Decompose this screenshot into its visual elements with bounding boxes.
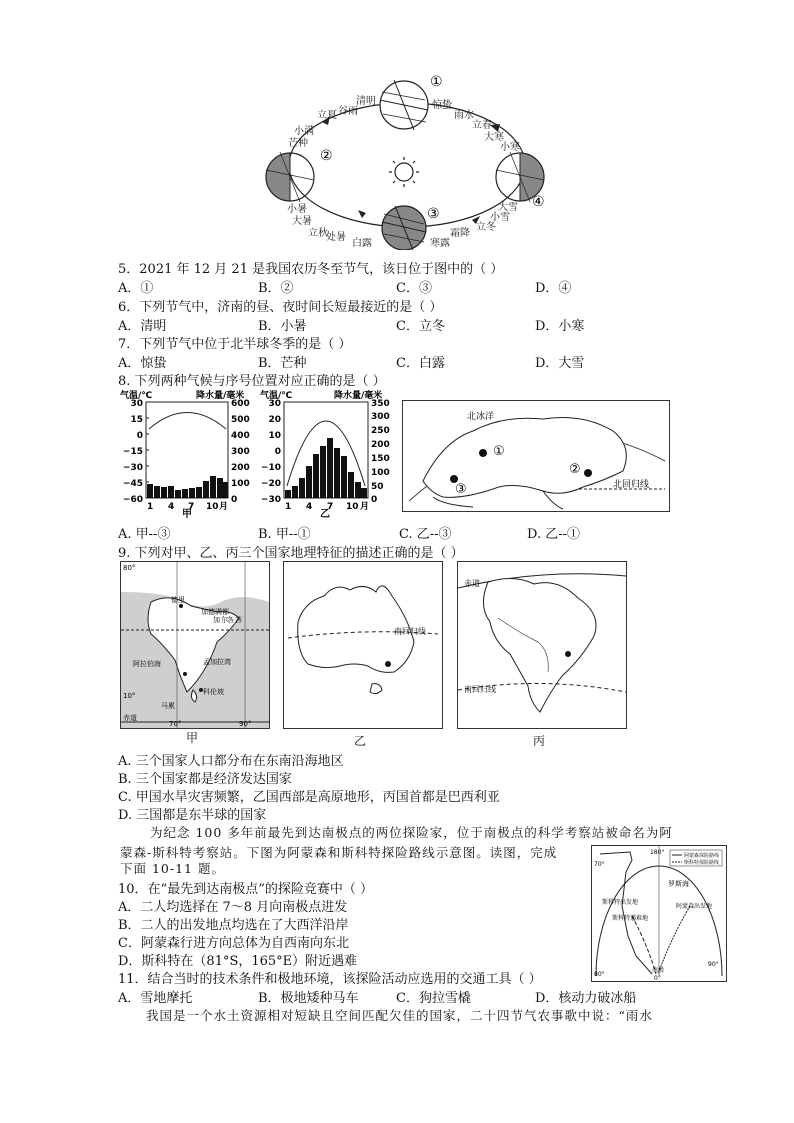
- q11-option-c[interactable]: C．狗拉雪橇: [396, 991, 471, 1006]
- q6-option-c[interactable]: C．立冬: [396, 319, 445, 334]
- svg-text:180°: 180°: [650, 849, 665, 856]
- svg-text:降水量/毫米: 降水量/毫米: [334, 391, 383, 401]
- svg-text:谷雨: 谷雨: [338, 106, 358, 117]
- q10-option-c[interactable]: C．阿蒙森行进方向总体为自西南向东北: [118, 936, 349, 951]
- svg-text:③: ③: [427, 206, 440, 222]
- svg-text:90°: 90°: [239, 720, 252, 728]
- intro-paragraph-line-2: 蒙森-斯科特考察站。下图为阿蒙森和斯科特探险路线示意图。读图，完成: [120, 845, 558, 860]
- svg-text:霜降: 霜降: [450, 228, 470, 239]
- svg-text:0: 0: [371, 495, 378, 505]
- svg-text:马累: 马累: [161, 702, 175, 710]
- antarctic-route-map: [591, 845, 727, 982]
- svg-text:−20: −20: [260, 479, 281, 489]
- svg-text:加: 加: [213, 616, 220, 624]
- svg-text:①: ①: [493, 444, 505, 459]
- svg-text:南回归线: 南回归线: [464, 685, 496, 694]
- q5-option-d[interactable]: D．④: [535, 281, 572, 296]
- svg-text:1: 1: [147, 502, 154, 512]
- earth-position-3: [382, 206, 426, 250]
- svg-text:气温/℃: 气温/℃: [260, 391, 293, 401]
- svg-text:科伦坡: 科伦坡: [203, 688, 224, 696]
- q9-option-d[interactable]: D. 三国都是东半球的国家: [118, 808, 267, 823]
- svg-text:赤道: 赤道: [123, 714, 137, 722]
- q8-option-d[interactable]: D. 乙--①: [527, 527, 581, 542]
- svg-text:小寒: 小寒: [500, 142, 520, 153]
- svg-text:90°: 90°: [708, 961, 719, 968]
- svg-text:50: 50: [371, 482, 384, 492]
- svg-text:德里: 德里: [171, 596, 185, 604]
- map-jia-india: [120, 561, 270, 729]
- earth-position-2: [266, 152, 314, 202]
- svg-text:大暑: 大暑: [292, 216, 312, 227]
- svg-text:30: 30: [130, 399, 143, 409]
- svg-text:清明: 清明: [356, 96, 376, 107]
- climate-chart-yi: [258, 386, 398, 518]
- svg-text:雨水: 雨水: [454, 110, 474, 121]
- svg-text:阿蒙森出发地: 阿蒙森出发地: [676, 903, 713, 910]
- svg-text:400: 400: [231, 431, 250, 441]
- question-10-stem: 10．在“最先到达南极点”的探险竞赛中（ ）: [118, 882, 373, 897]
- intro-paragraph-line-3: 下面 10-11 题。: [120, 861, 225, 876]
- svg-text:甲: 甲: [182, 509, 192, 518]
- svg-text:阿拉伯海: 阿拉伯海: [133, 660, 161, 668]
- q6-option-b[interactable]: B．小暑: [258, 319, 307, 334]
- svg-text:南回归线: 南回归线: [394, 627, 426, 636]
- q7-option-d[interactable]: D．大雪: [535, 356, 585, 371]
- intro-paragraph-2: 我国是一个水土资源相对短缺且空间匹配欠佳的国家，二十四节气农事歌中说：“雨水: [146, 1008, 653, 1023]
- svg-text:20: 20: [268, 415, 281, 425]
- q9-option-b[interactable]: B. 三个国家都是经济发达国家: [118, 772, 292, 787]
- question-5-stem: 5．2021 年 12 月 21 是我国农历冬至节气，该日位于图中的（ ）: [118, 262, 504, 277]
- map-caption-bing: 丙: [533, 734, 546, 748]
- svg-text:赤道: 赤道: [464, 579, 480, 588]
- svg-text:加德满都: 加德满都: [201, 608, 229, 616]
- svg-text:4: 4: [306, 502, 313, 512]
- q7-option-b[interactable]: B．芒种: [258, 356, 307, 371]
- svg-text:孟加拉湾: 孟加拉湾: [203, 658, 231, 666]
- svg-text:−30: −30: [122, 463, 143, 473]
- svg-text:500: 500: [231, 415, 250, 425]
- svg-text:150: 150: [371, 454, 390, 464]
- svg-text:芒种: 芒种: [288, 138, 308, 149]
- q10-option-b[interactable]: B．二人的出发地点均选在了大西洋沿岸: [118, 918, 349, 933]
- q10-option-d[interactable]: D．斯科特在（81°S，165°E）附近遇难: [118, 954, 358, 969]
- svg-text:尔: 尔: [221, 616, 228, 624]
- svg-text:小满: 小满: [294, 126, 314, 137]
- map-yi-australia: [283, 561, 443, 729]
- svg-text:100: 100: [231, 479, 250, 489]
- svg-text:200: 200: [231, 463, 250, 473]
- svg-text:③: ③: [455, 482, 467, 497]
- earth-position-1: [380, 80, 428, 130]
- q6-option-d[interactable]: D．小寒: [535, 319, 585, 334]
- svg-text:答: 答: [235, 616, 242, 624]
- svg-text:−10: −10: [260, 463, 281, 473]
- svg-text:200: 200: [371, 440, 390, 450]
- q8-option-a[interactable]: A. 甲--③: [118, 527, 171, 542]
- svg-text:大雪: 大雪: [498, 202, 518, 213]
- sun-icon: [389, 157, 419, 187]
- svg-text:1: 1: [285, 502, 292, 512]
- svg-text:4: 4: [168, 502, 175, 512]
- q7-option-a[interactable]: A．惊蛰: [118, 356, 167, 371]
- question-8-stem: 8. 下列两种气候与序号位置对应正确的是（ ）: [118, 374, 386, 389]
- svg-text:北冰洋: 北冰洋: [467, 412, 495, 422]
- q11-option-d[interactable]: D．核动力破冰船: [535, 991, 637, 1006]
- svg-text:南极: 南极: [652, 967, 665, 974]
- svg-text:处暑: 处暑: [326, 232, 346, 243]
- q9-option-a[interactable]: A. 三个国家人口都分布在东南沿海地区: [118, 754, 344, 769]
- svg-text:600: 600: [231, 399, 250, 409]
- svg-text:月: 月: [360, 502, 370, 512]
- map-caption-jia: 甲: [186, 731, 199, 745]
- map-bing-brazil: [457, 561, 627, 729]
- svg-text:④: ④: [532, 194, 545, 210]
- svg-text:气温/℃: 气温/℃: [120, 391, 153, 401]
- question-7-stem: 7．下列节气中位于北半球冬季的是（ ）: [118, 337, 352, 352]
- q8-option-b[interactable]: B. 甲--①: [258, 527, 311, 542]
- svg-text:−60: −60: [122, 495, 143, 505]
- svg-text:寒露: 寒露: [430, 238, 450, 249]
- svg-text:70°: 70°: [594, 861, 605, 868]
- q5-option-c[interactable]: C．③: [396, 281, 432, 296]
- q11-option-a[interactable]: A．雪地摩托: [118, 991, 193, 1006]
- q5-option-b[interactable]: B．②: [258, 281, 294, 296]
- svg-text:惊蛰: 惊蛰: [432, 100, 452, 111]
- intro-paragraph-line-1: 为纪念 100 多年前最先到达南极点的两位探险家，位于南极点的科学考察站被命名为阿: [150, 825, 673, 840]
- svg-text:300: 300: [231, 447, 250, 457]
- svg-text:70°: 70°: [169, 720, 182, 728]
- question-6-stem: 6．下列节气中，济南的昼、夜时间长短最接近的是（ ）: [118, 300, 443, 315]
- svg-text:10: 10: [268, 431, 281, 441]
- svg-text:10°: 10°: [123, 692, 136, 700]
- svg-text:罗斯海: 罗斯海: [668, 880, 689, 888]
- svg-text:乙: 乙: [320, 509, 330, 518]
- svg-text:7: 7: [327, 502, 334, 512]
- q11-option-b[interactable]: B．极地矮种马车: [258, 991, 359, 1006]
- q6-option-a[interactable]: A．清明: [118, 319, 167, 334]
- svg-text:100: 100: [371, 468, 390, 478]
- svg-text:北回归线: 北回归线: [613, 480, 650, 490]
- question-11-stem: 11．结合当时的技术条件和极地环境，该探险活动应选用的交通工具（ ）: [118, 972, 542, 987]
- svg-text:斯科特探险路线: 斯科特探险路线: [684, 860, 720, 866]
- svg-text:0: 0: [274, 447, 281, 457]
- svg-text:①: ①: [430, 74, 443, 90]
- svg-text:斯科特遇难地: 斯科特遇难地: [612, 915, 649, 922]
- map-caption-yi: 乙: [354, 734, 367, 748]
- climate-chart-jia: [116, 386, 256, 518]
- svg-text:10: 10: [206, 502, 219, 512]
- svg-text:小暑: 小暑: [287, 204, 307, 215]
- svg-text:立春: 立春: [472, 120, 492, 131]
- q9-option-c[interactable]: C. 甲国水旱灾害频繁，乙国西部是高原地形，丙国首都是巴西利亚: [118, 790, 500, 805]
- svg-text:0: 0: [231, 495, 238, 505]
- svg-text:0: 0: [136, 431, 143, 441]
- svg-text:250: 250: [371, 426, 390, 436]
- q10-option-a[interactable]: A．二人均选择在 7～8 月向南极点进发: [118, 900, 348, 915]
- svg-text:立冬: 立冬: [476, 222, 496, 233]
- svg-text:15: 15: [130, 415, 143, 425]
- svg-text:300: 300: [371, 412, 390, 422]
- q8-option-c[interactable]: C. 乙--③: [399, 527, 452, 542]
- svg-text:−15: −15: [122, 447, 143, 457]
- svg-text:阿蒙森探险路线: 阿蒙森探险路线: [684, 853, 720, 859]
- question-9-stem: 9. 下列对甲、乙、丙三个国家地理特征的描述正确的是（ ）: [118, 546, 464, 561]
- svg-text:各: 各: [227, 616, 234, 624]
- earth-orbit-diagram: [262, 70, 552, 250]
- svg-text:−45: −45: [122, 479, 143, 489]
- svg-text:月: 月: [219, 502, 229, 512]
- svg-text:0°: 0°: [654, 975, 661, 981]
- svg-text:−30: −30: [260, 495, 281, 505]
- q5-option-a[interactable]: A．①: [118, 281, 154, 296]
- svg-text:350: 350: [371, 399, 390, 409]
- svg-text:80°: 80°: [594, 971, 605, 978]
- svg-text:10: 10: [346, 502, 359, 512]
- svg-text:大寒: 大寒: [484, 132, 504, 143]
- svg-text:斯科特出发地: 斯科特出发地: [602, 899, 639, 906]
- svg-text:白露: 白露: [352, 238, 372, 249]
- q7-option-c[interactable]: C．白露: [396, 356, 445, 371]
- svg-text:降水量/毫米: 降水量/毫米: [196, 391, 245, 401]
- svg-text:30: 30: [268, 399, 281, 409]
- svg-text:②: ②: [320, 148, 333, 164]
- svg-text:②: ②: [569, 462, 581, 477]
- svg-text:小雪: 小雪: [490, 212, 510, 223]
- svg-text:立秋: 立秋: [308, 228, 328, 239]
- svg-text:80°: 80°: [123, 564, 136, 572]
- svg-text:立夏: 立夏: [317, 110, 337, 121]
- eurasia-map: [402, 400, 670, 512]
- svg-text:7: 7: [188, 502, 195, 512]
